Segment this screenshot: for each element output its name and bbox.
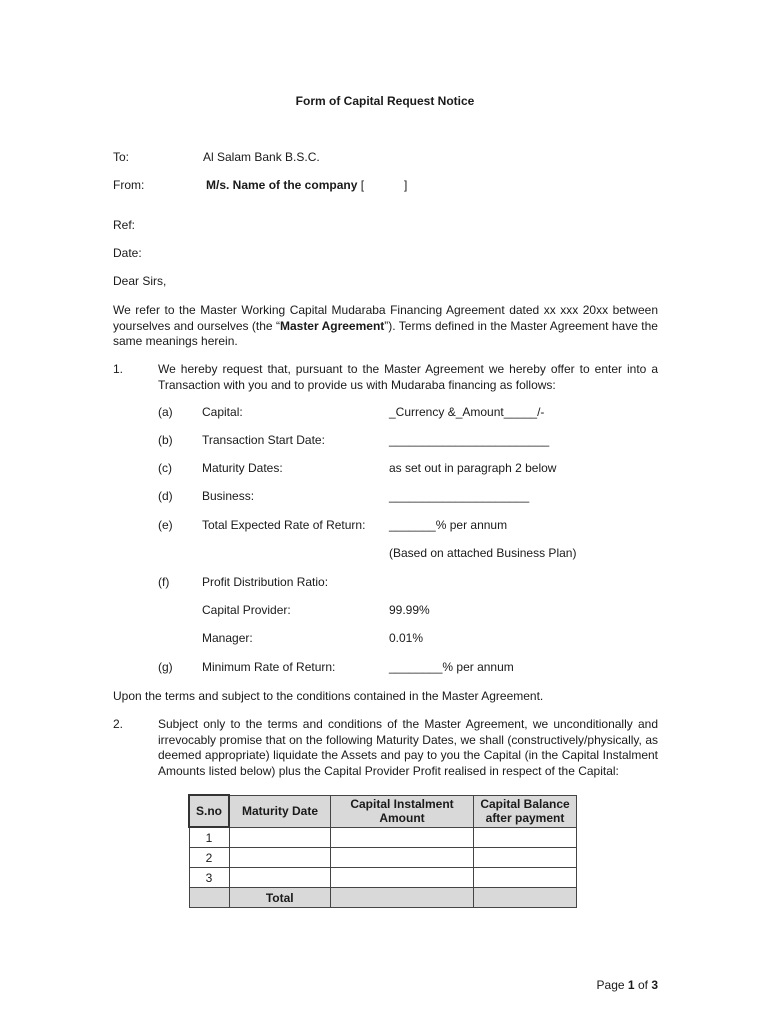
page-total: 3 [651,978,658,992]
item-label: Maturity Dates: [202,461,283,475]
ref-label: Ref: [113,218,136,232]
cell-empty [229,868,331,888]
item-value: _Currency &_Amount_____/- [389,405,545,419]
to-label: To: [113,150,130,164]
header-maturity-date: Maturity Date [229,795,331,827]
cell-empty [474,848,577,868]
row-sno: 1 [189,827,229,848]
intro-bold-term: Master Agreement [279,318,385,333]
intro-text-1: We refer to the Master Working Capital Mudaraba Financing Agreement dated xx xxx 20xx between yourselves and ourselves (the “ [113,303,658,333]
header-capital-instalment: Capital Instalment Amount [331,795,474,827]
cell-empty [474,868,577,888]
page-number-footer [597,978,658,992]
item-note: (Based on attached Business Plan) [389,546,577,560]
header-capital-balance: Capital Balance after payment [474,795,577,827]
table-row [189,868,577,888]
item-label: Capital Provider: [202,603,291,617]
table-row [189,827,577,848]
intro-text-2: ”). Terms defined in the Master Agreement have the same meanings herein. [113,318,658,348]
terms-line: Upon the terms and subject to the conditions contained in the Master Agreement. [113,689,544,703]
item-letter: (c) [158,461,172,475]
from-value [206,178,364,192]
from-label: From: [113,178,145,192]
item-value: _____________________ [389,489,530,503]
item-value: ________% per annum [389,660,514,674]
bracket-open: [ [360,178,365,192]
cell-empty [331,888,474,908]
cell-empty [229,827,331,848]
cell-empty [331,868,474,888]
cell-empty [474,827,577,848]
table-row [189,848,577,868]
intro-paragraph [113,303,658,350]
cell-empty [474,888,577,908]
para2-text: Subject only to the terms and conditions of the Master Agreement, we unconditionally and irrevocably promise that on the following Maturity Dates, we shall (constructively/physically, as deemed appropriate) liquidate the Assets and pay to you the Capital (in the Capital Instalment Amounts listed below) plus the Capital Provider Profit realised in respect of the Capital: [158,717,658,778]
row-sno: 2 [189,848,229,868]
item-label: Manager: [202,631,253,645]
item-label: Total Expected Rate of Return: [202,518,366,532]
table-header-row [189,795,577,827]
item-letter: (d) [158,489,173,503]
total-label: Total [229,888,331,908]
item-letter: (b) [158,433,173,447]
row-sno: 3 [189,868,229,888]
item-value: 0.01% [389,631,424,645]
salutation: Dear Sirs, [113,274,167,288]
item-value: 99.99% [389,603,430,617]
item-value: ________________________ [389,433,550,447]
company-name-placeholder: M/s. Name of the company [206,178,358,192]
para2-number: 2. [113,717,124,731]
item-value: as set out in paragraph 2 below [389,461,557,475]
item-label: Business: [202,489,255,503]
cell-empty [229,848,331,868]
of-word: of [637,978,648,992]
cell-empty [189,888,229,908]
para1-text: We hereby request that, pursuant to the Master Agreement we hereby offer to enter into a Transaction with you and to provide us with Mudaraba financing as follows: [158,362,658,392]
page-current: 1 [627,978,635,992]
item-label: Capital: [202,405,243,419]
item-letter: (e) [158,518,173,532]
maturity-schedule-table [188,794,577,908]
para1-number: 1. [113,362,124,376]
item-letter: (g) [158,660,173,674]
item-label: Transaction Start Date: [202,433,325,447]
bracket-close: ] [404,178,408,192]
date-label: Date: [113,246,142,260]
item-value: _______% per annum [389,518,508,532]
page-word: Page [596,978,625,992]
to-value: Al Salam Bank B.S.C. [203,150,320,164]
item-label: Minimum Rate of Return: [202,660,336,674]
item-letter: (a) [158,405,173,419]
header-sno: S.no [189,795,229,827]
document-title: Form of Capital Request Notice [295,94,475,108]
table-total-row [189,888,577,908]
cell-empty [331,848,474,868]
cell-empty [331,827,474,848]
item-letter: (f) [158,575,170,589]
item-label: Profit Distribution Ratio: [202,575,329,589]
